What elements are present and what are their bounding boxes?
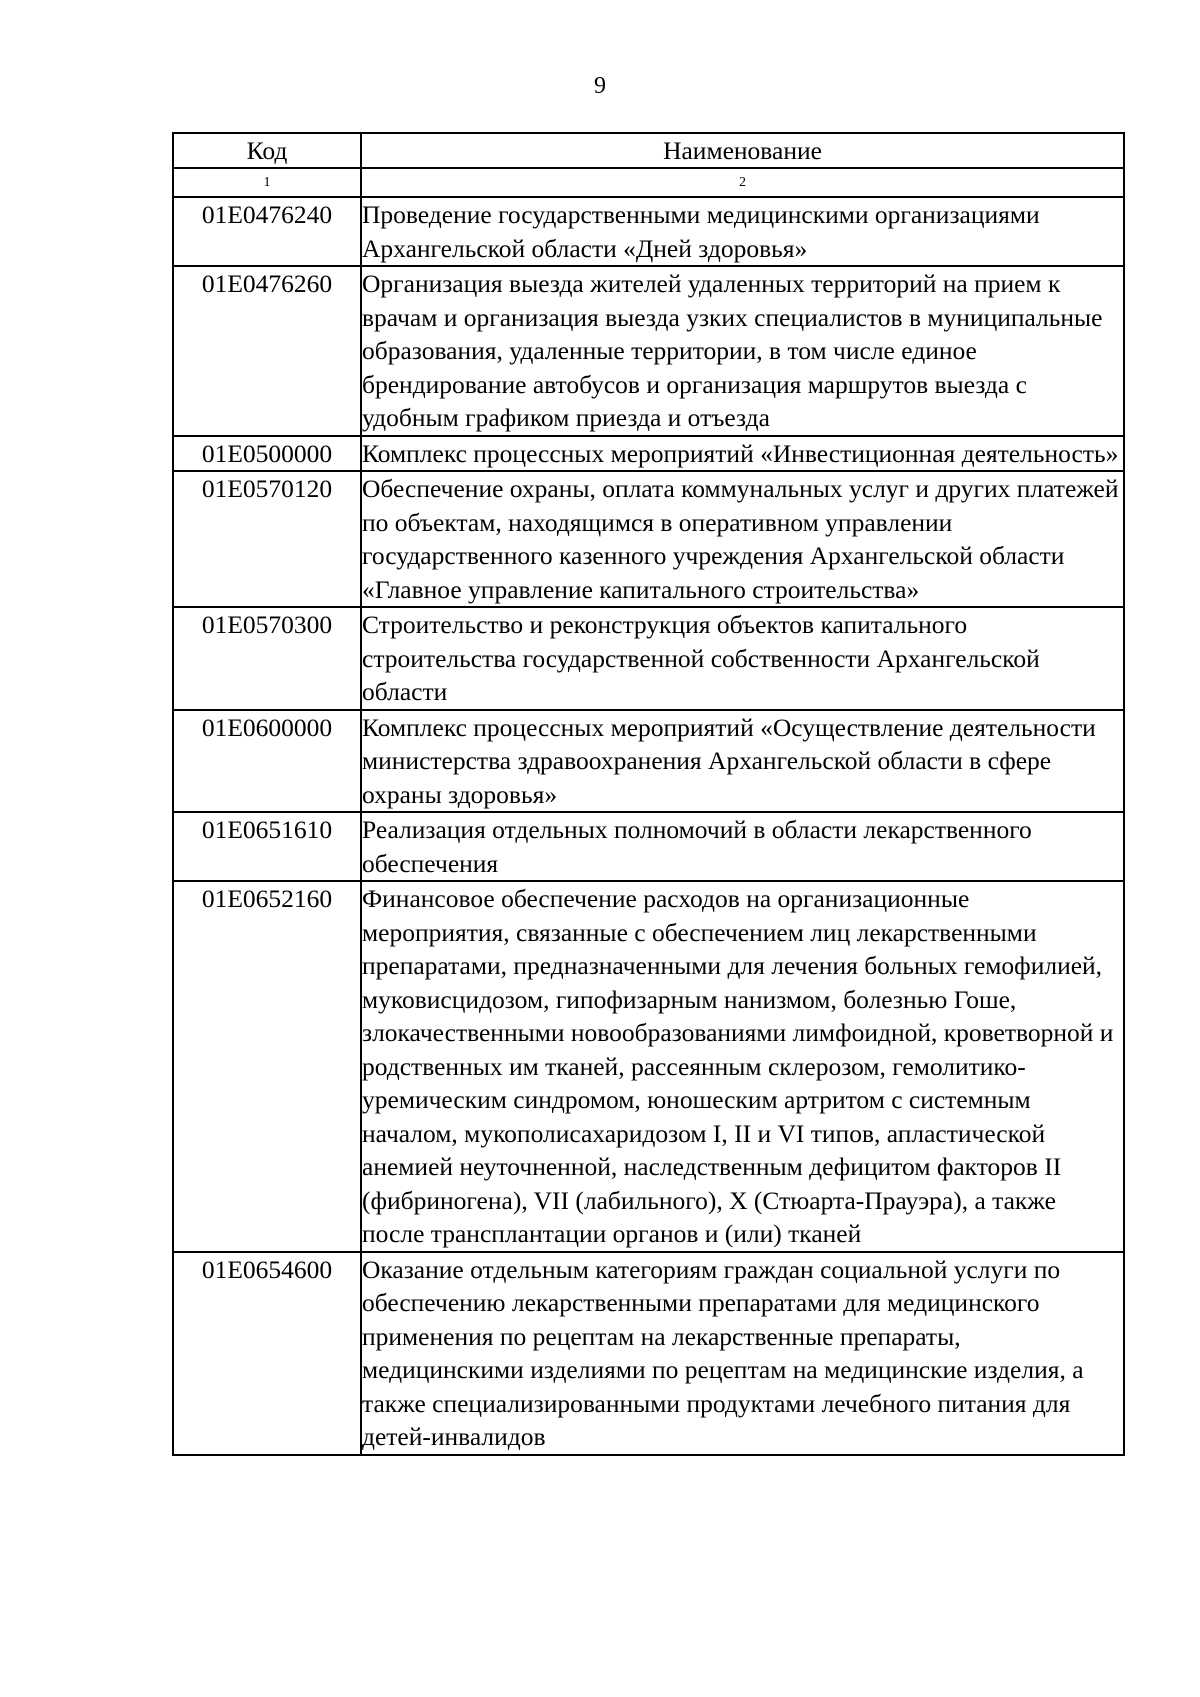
row-name: Строительство и реконструкция объектов капитального строительства государственной собственности Архангельской области: [361, 607, 1124, 710]
row-name: Обеспечение охраны, оплата коммунальных услуг и других платежей по объектам, находящимся в оперативном управлении государственного казенного учреждения Архангельской области «Главное управление капитального строительства»: [361, 471, 1124, 607]
table-row: [173, 436, 1124, 472]
column-number-row: [173, 168, 1124, 197]
table-row: [173, 812, 1124, 881]
page-number: 9: [594, 73, 606, 99]
row-name: Реализация отдельных полномочий в области лекарственного обеспечения: [361, 812, 1124, 881]
row-code: 01Е0476260: [173, 266, 361, 436]
row-code: 01Е0570120: [173, 471, 361, 607]
row-code: 01Е0654600: [173, 1252, 361, 1455]
row-name: Комплекс процессных мероприятий «Инвестиционная деятельность»: [361, 436, 1124, 472]
column-number-1: 1: [173, 168, 361, 197]
budget-code-table: [172, 132, 1125, 1456]
column-number-2: 2: [361, 168, 1124, 197]
header-code: Код: [173, 133, 361, 168]
row-code: 01Е0476240: [173, 197, 361, 266]
row-code: 01Е0570300: [173, 607, 361, 710]
table-row: [173, 197, 1124, 266]
row-code: 01Е0651610: [173, 812, 361, 881]
table-header-row: [173, 133, 1124, 168]
row-code: 01Е0652160: [173, 881, 361, 1252]
row-name: Финансовое обеспечение расходов на организационные мероприятия, связанные с обеспечением лиц лекарственными препаратами, предназначенными для лечения больных гемофилией, муковисцидозом, гипофизарным нанизмом, болезнью Гоше, злокачественными новообразованиями лимфоидной, кроветворной и родственных им тканей, рассеянным склерозом, гемолитико-уремическим синдромом, юношеским артритом с системным началом, мукополисахаридозом I, II и VI типов, апластической анемией неуточненной, наследственным дефицитом факторов II (фибриногена), VII (лабильного), X (Стюарта-Прауэра), а также после трансплантации органов и (или) тканей: [361, 881, 1124, 1252]
table-row: [173, 1252, 1124, 1455]
row-name: Комплекс процессных мероприятий «Осуществление деятельности министерства здравоохранения Архангельской области в сфере охраны здоровья»: [361, 710, 1124, 813]
table-row: [173, 881, 1124, 1252]
table-row: [173, 471, 1124, 607]
row-code: 01Е0600000: [173, 710, 361, 813]
row-name: Оказание отдельным категориям граждан социальной услуги по обеспечению лекарственными препаратами для медицинского применения по рецептам на лекарственные препараты, медицинскими изделиями по рецептам на медицинские изделия, а также специализированными продуктами лечебного питания для детей-инвалидов: [361, 1252, 1124, 1455]
header-name: Наименование: [361, 133, 1124, 168]
table-row: [173, 266, 1124, 436]
row-name: Проведение государственными медицинскими организациями Архангельской области «Дней здоровья»: [361, 197, 1124, 266]
row-code: 01Е0500000: [173, 436, 361, 472]
table-row: [173, 710, 1124, 813]
row-name: Организация выезда жителей удаленных территорий на прием к врачам и организация выезда узких специалистов в муниципальные образования, удаленные территории, в том числе единое брендирование автобусов и организация маршрутов выезда с удобным графиком приезда и отъезда: [361, 266, 1124, 436]
table-row: [173, 607, 1124, 710]
